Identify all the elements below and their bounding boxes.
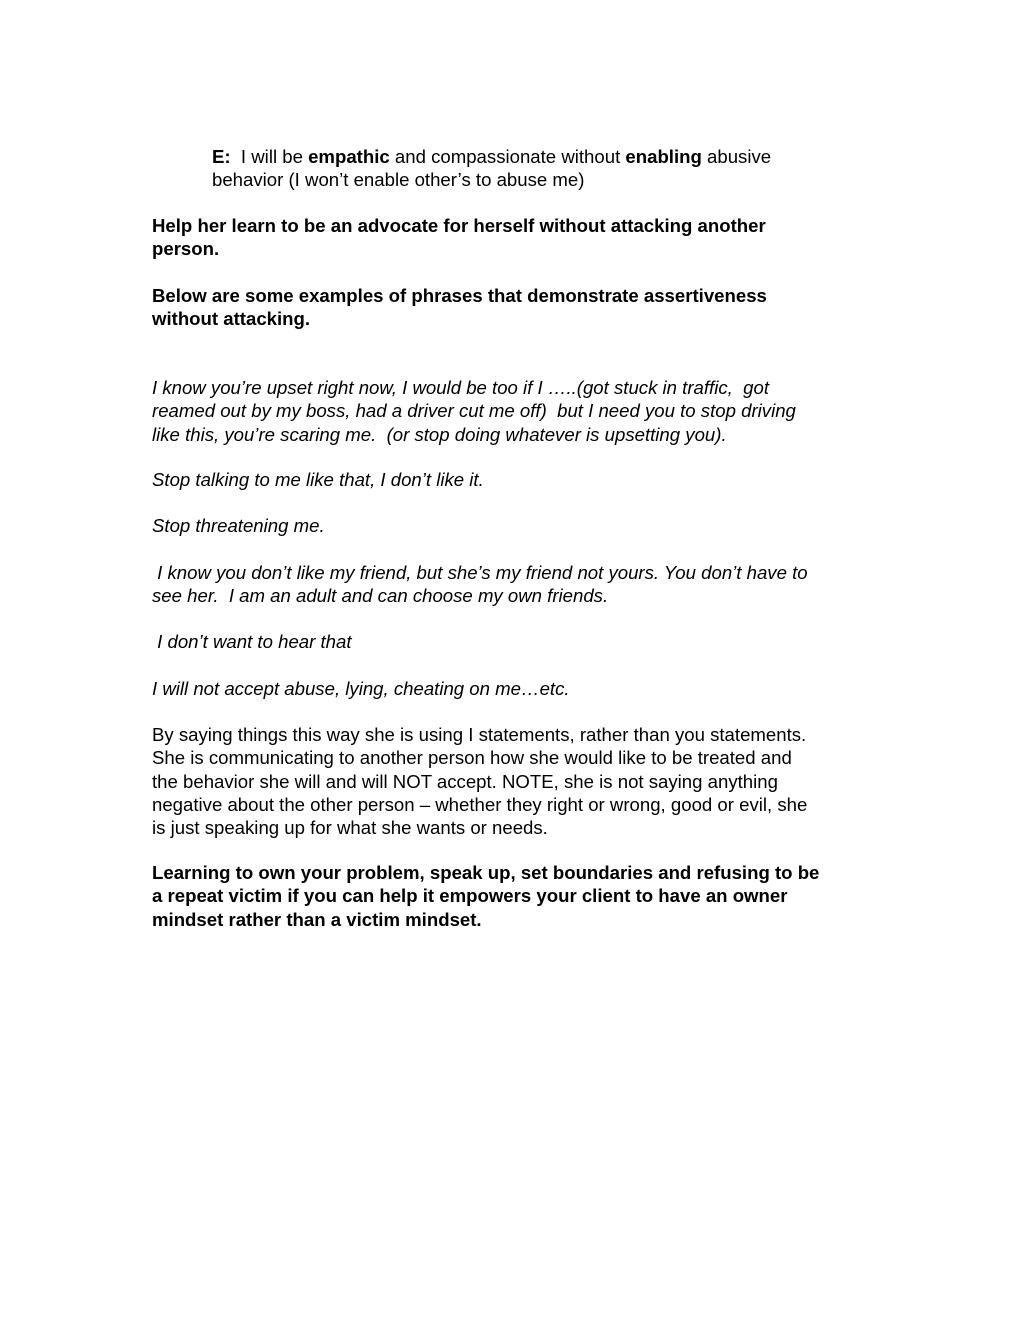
phrase-line: I don’t want to hear that [152, 631, 352, 652]
item-e-label: E: [212, 146, 231, 167]
phrase-line: I know you’re upset right now, I would be too if I …..(got stuck in traffic, got [152, 377, 769, 398]
closing-line: mindset rather than a victim mindset. [152, 908, 482, 930]
phrase-line: like this, you’re scaring me. (or stop doing whatever is upsetting you). [152, 423, 727, 445]
example-phrase-stop-threatening [152, 514, 325, 537]
example-phrase-stop-talking [152, 468, 484, 491]
item-e [212, 145, 771, 192]
item-e-text-2: and compassionate without [389, 146, 626, 167]
item-e-text-1: I will be [230, 146, 309, 167]
closing-paragraph [152, 861, 819, 931]
phrase-line: I know you don’t like my friend, but she’s my friend not yours. You don’t have to [152, 562, 808, 583]
item-e-keyword-enabling: enabling [625, 146, 702, 167]
phrase-line: Stop talking to me like that, I don’t like it. [152, 469, 484, 490]
example-phrase-dont-want-to-hear [152, 630, 352, 653]
heading-line: Below are some examples of phrases that demonstrate assertiveness [152, 285, 767, 306]
heading-examples [152, 284, 767, 331]
body-line: the behavior she will and will NOT accept. NOTE, she is not saying anything [152, 770, 778, 792]
heading-line: without attacking. [152, 308, 311, 330]
phrase-line: I will not accept abuse, lying, cheating on me…etc. [152, 678, 570, 699]
heading-line: Help her learn to be an advocate for herself without attacking another [152, 215, 766, 236]
item-e-keyword-empathic: empathic [308, 146, 390, 167]
example-phrase-friend [152, 561, 808, 608]
item-e-line-1 [212, 145, 771, 168]
closing-line: a repeat victim if you can help it empowers your client to have an owner [152, 885, 788, 907]
item-e-line-2: behavior (I won’t enable other’s to abuse me) [212, 169, 585, 191]
heading-advocate [152, 214, 766, 261]
body-paragraph [152, 723, 807, 839]
body-line: By saying things this way she is using I statements, rather than you statements. [152, 724, 807, 745]
phrase-line: Stop threatening me. [152, 515, 325, 536]
body-line: negative about the other person – whether they right or wrong, good or evil, she [152, 793, 808, 815]
item-e-text-3: abusive [701, 146, 772, 167]
closing-line: Learning to own your problem, speak up, set boundaries and refusing to be [152, 862, 820, 883]
body-line: She is communicating to another person how she would like to be treated and [152, 747, 792, 769]
example-phrase-will-not-accept [152, 677, 570, 700]
body-line: is just speaking up for what she wants or needs. [152, 817, 548, 839]
phrase-line: see her. I am an adult and can choose my own friends. [152, 585, 609, 607]
phrase-line: reamed out by my boss, had a driver cut me off) but I need you to stop driving [152, 400, 796, 422]
example-phrase-upset [152, 376, 796, 446]
heading-line: person. [152, 238, 220, 260]
